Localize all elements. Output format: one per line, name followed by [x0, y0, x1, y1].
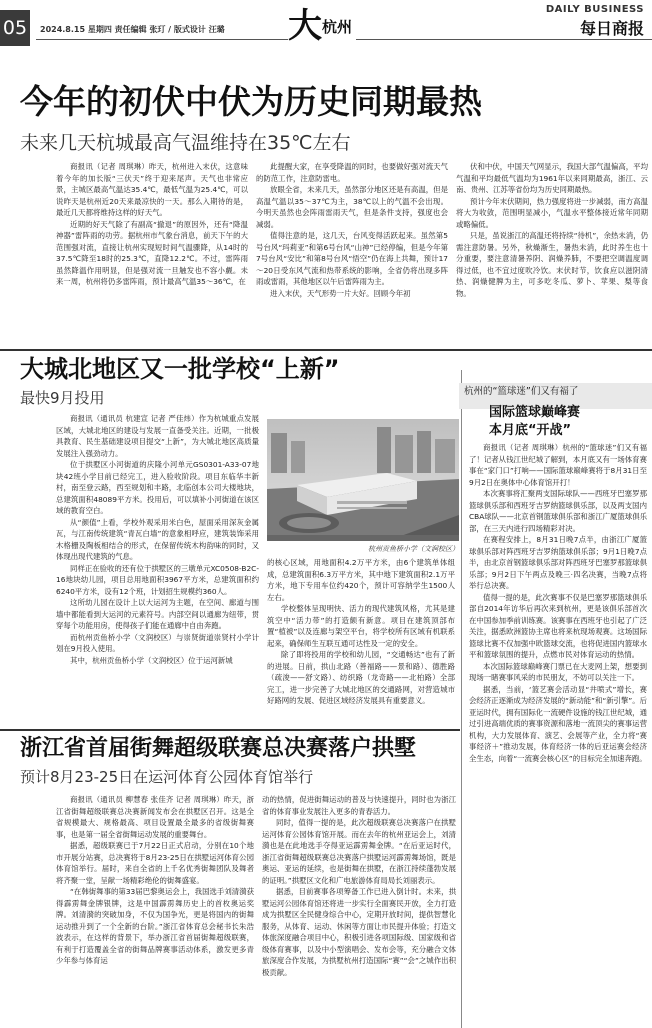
- section-big-char: 大: [288, 6, 322, 46]
- daily-business-label: DAILY BUSINESS: [545, 4, 644, 15]
- paragraph: 只是，虽说浙江的高温还将持续“待机”，余热未消，仍需注意防暑。另外，秋燥渐生，暑热未消，此时养生也十分重要，要注意清暑养阴、润燥养肺，不要把空调温度调得过低，也不宜过度吹冷饮。末伏时节，饮食应以滋阴清热、润燥健脾为主，可多吃冬瓜、萝卜、苹果、梨等食物。: [456, 231, 648, 298]
- header-rule-left: [36, 39, 288, 40]
- paragraph: 在赛程安排上，8月31日晚7点半，由浙江广厦篮球俱乐部对阵西班牙吉罗纳篮球俱乐部；9月1日晚7点半，由北京首钢篮球俱乐部对阵西班牙巴塞罗那篮球俱乐部；9月2日下午两点及晚三·四名决赛，当晚7点将举行总决赛。: [469, 535, 647, 590]
- paragraph: 从“颜值”上看，学校外观采用米白色，屋面采用深灰金属瓦，与江南传统建筑“青瓦白墙”的意象相呼应，建筑装饰采用木格栅及陶板相结合的形式，在保留传统木构韵味的同时，又体现出现代建筑的气息。: [56, 517, 259, 561]
- sidebar-title-line1: 国际篮球巅峰赛: [489, 405, 581, 420]
- article1-col2: [256, 161, 448, 345]
- sidebar-kicker: 杭州的“篮球迷”们又有福了: [464, 386, 579, 397]
- header-rule-right: [356, 39, 652, 40]
- paragraph: 值得一提的是，此次赛事不仅是巴塞罗那篮球俱乐部自2014年访华后再次来到杭州，更是该俱乐部首次在中国参加季前训练赛。该赛事在西班牙也引起了广泛关注，据悉欧洲篮协主席也将来杭现场观赛。这场国际篮球比赛不仅加强中欧篮球交流，也将促进国内篮球水平和篮球氛围的提升，点燃市民对体育运动的热情。: [469, 592, 647, 659]
- paragraph: 除了即将投用的学校和幼儿园，“交通畅达”也有了新的进展。日前，拱山北路（善福路——景和路）、德胜路（疏浚——舒文路）、纺织路（龙奇路——北柏路）全部完工，进一步完善了大城北地区的交通路网，对营造城市好路网的发展、促进区域经济发展具有重要意义。: [267, 650, 455, 705]
- section-divider: [0, 729, 460, 731]
- paragraph: 此提醒大家，在享受降温的同时，也要做好强对流天气的防范工作，注意防雷电。: [256, 162, 448, 183]
- article2-col1: [56, 413, 259, 719]
- paragraph: 同样正在验收的还有位于拱墅区的三墩单元XC0508-B2C-16地块幼儿园，项目总用地面积3967平方米，总建筑面积约6240平方米，设有12个班，计划招生规模约360人。: [56, 563, 259, 596]
- sidebar-divider: [461, 370, 462, 1028]
- article2-col2: [267, 557, 455, 717]
- photo-caption: 杭州贡鱼桥小学（文润校区）: [368, 545, 459, 553]
- paragraph: 放眼全省，未来几天，虽然部分地区还是有高温，但是高温气温以35～37℃为主，38℃以上的气温不会出现。今明天虽然也会阵雨雷雨天气，但是条件支持，强度也会减弱。: [256, 185, 448, 229]
- newspaper-brand: 每日商报: [579, 19, 644, 38]
- article1-col1: [56, 161, 248, 345]
- paragraph: 商报讯（记者 周琪琳）杭州的“篮球迷”们又有福了！记者从钱江世纪城了解到，本月底又有一场体育赛事在“家门口”打响——国际篮球巅峰赛将于8月31日至9月2日在奥体中心体育馆开打！: [469, 443, 647, 487]
- paragraph: 动的热情，促进街舞运动的普及与快速提升，同时也为浙江省的体育事业发展注入更多的青春活力。: [262, 795, 456, 816]
- paragraph: 值得注意的是，这几天，台风变得活跃起来。虽然第5号台风“玛莉亚”和第6号台风“山神”已经停编，但是今年第7号台风“安比”和第8号台风“悟空”仍在海上共舞，预计17～20日受东风气流和热带系统的影响，全省仍将出现多阵雨或雷雨，其他地区以午后雷阵雨为主。: [256, 231, 448, 286]
- paragraph: 预计今年末伏期间，热力强度将进一步减弱，南方高温将大为收敛，范围明显减小，气温水平整体接近常年同期或略偏低。: [456, 196, 648, 229]
- paragraph: 商报讯（记者 周琪琳）昨天，杭州进入末伏，这意味着今年的加长版“三伏天”终于迎来尾声。天气也非常应景，主城区最高气温达35.4℃，最低气温为25.4℃，可以说昨天是杭州近20天来最凉快的一天。那么入期待的是，最近几天都将维持这样的好天气。: [56, 162, 248, 217]
- paragraph: 进入末伏，天气形势一片大好。回顾今年初: [270, 288, 411, 298]
- issue-meta: 2024.8.15 星期四 责任编辑 张玎 / 版式设计 汪璐: [40, 25, 225, 34]
- paragraph: 本次国际篮球巅峰赛门票已在大麦网上架，想要到现场一睹赛事风采的市民朋友，不妨可以关注一下。: [469, 661, 647, 682]
- article1-col3: [456, 161, 648, 345]
- paragraph: 近期的好天气除了有副高“撤退”的原因外，还有“降温神器”雷阵雨的功劳。据杭州市气象台消息，前天下午的大范围强对流，直接让杭州实现短时间气温骤降，从14时的37.5℃降至18时的25.3℃，直降12.2℃。不过，雷阵雨虽然降温作用明显，但是强对流一旦触发也不容小觑。未来一周，杭州将仍多雷阵雨，预计最高气温35～36℃，在: [56, 219, 248, 286]
- article2-subtitle: 最快9月投用: [20, 389, 105, 407]
- paragraph: 商报讯（通讯员 柳慧春 张佳齐 记者 周琪琳）昨天，浙江省街舞超级联赛总决赛新闻发布会在拱墅区召开。这是全省规模最大、规格最高、项目设置最全最多的省级街舞赛事，也是第一届全省街舞运动发展的重要舞台。: [56, 795, 254, 839]
- school-photo-image: [267, 419, 459, 541]
- article3-col2: [262, 794, 456, 1020]
- article3-col1: [56, 794, 254, 1020]
- paragraph: 这所幼儿园在设计上以大运河为主题，在空间、廊道与围墙中都能看到大运河的元素符号。内部空间以通廊为纽带，贯穿每个功能用房，使得孩子们能在通廊中自由奔跑。: [56, 598, 259, 630]
- paragraph: 位于拱墅区小河街道的庆隆小河单元GS0301-A33-07地块42班小学目前已经完工，进入验收阶段。项目东临华丰新村，南至登云路，西至规划和丰路，北临创本公司大楼地块，总建筑面积48089平方米。投用后，可以填补小河街道在该区域的教育空白。: [56, 460, 259, 515]
- paragraph: 而杭州贡鱼桥小学（文润校区）与崇贤街道崇贤村小学计划在9月投入使用。: [56, 632, 259, 653]
- paragraph: 据悉，超级联赛已于7月22日正式启动，分别在10个地市开展分站赛，总决赛将于8月23-25日在拱墅运河体育公园体育馆举行。届时，来自全省的上千名优秀街舞团队及舞者将齐聚一堂，呈献一场精彩绝伦的街舞盛宴。: [56, 841, 254, 885]
- paragraph: 商报讯（通讯员 杭建宣 记者 严佳炜）作为杭城重点发展区域，大城北地区的建设与发展一直备受关注。近期，一批极具教育、民生基础建设项目提交“上新”，为大城北地区高质量发展注入强劲动力。: [56, 414, 259, 458]
- paragraph: 据悉，当前，‘篮艺赛会活动显“井喷式”增长，赛会经济正逐渐成为经济发展的“新动能”和“新引擎”。后亚运时代，拥有国际化一流硬件设施的钱江世纪城，通过引进高端优质的赛事资源和落地一流顶尖的赛事运营机构，大力发展体育、演艺、会展等产业，全力将“赛事经济＋”推动发展，体育经济一体的后亚运赛会经济全生态，向着“一流赛会核心区”的目标完全加速奔跑。: [469, 684, 647, 763]
- paragraph: 伏和中伏，中国天气网显示，我国大部气温偏高，平均气温和平均最低气温均为1961年以来同期最高，浙江、云南、贵州、江苏等省份均为历史同期最热。: [456, 162, 648, 194]
- article2-title: 大城北地区又一批学校“上新”: [20, 355, 340, 383]
- section-divider: [0, 349, 652, 351]
- sidebar-title-line2: 本月底“开战”: [489, 423, 572, 438]
- paragraph: “在韩街舞事的第33届巴黎奥运会上，我国选手刘清漪获得霹雳舞金牌银牌，这是中国霹雳舞历史上的首枚奥运奖牌。刘清漪的突破加身，不仅为国争光，更是将国内的街舞运动推升到了一个全新的台阶。”浙江省体育总会秘书长朱浩波表示，在这样的背景下，举办浙江省首届街舞超级联赛，有利于打造覆盖全省的街舞品牌赛事活动体系，激发更多青少年参与体育运: [56, 887, 254, 965]
- school-photo: [267, 419, 459, 541]
- paragraph: 同时，值得一提的是，此次超级联赛总决赛落户在拱墅运河体育公园体育馆开展。而在去年的杭州亚运会上，刘清漪也是在此地选手夺得亚运霹雳舞金牌。“在后亚运时代，浙江省街舞超级联赛总决赛落户拱墅运河霹雳舞场馆，既是奥运、亚运的延续，也是街舞在拱墅，在浙江持续蓬勃发展的证明。”拱墅区文化和广电旅游体育局局长刘丽表示。: [262, 818, 456, 885]
- article3-title: 浙江省首届街舞超级联赛总决赛落户拱墅: [20, 736, 417, 761]
- paragraph: 本次赛事将汇聚两支国际球队——西班牙巴塞罗那篮球俱乐部和西班牙吉罗纳篮球俱乐部，以及两支国内CBA球队——北京首钢篮球俱乐部和浙江广厦篮球俱乐部，在三天内进行四场精彩对决。: [469, 489, 647, 533]
- article1-subtitle: 未来几天杭城最高气温维持在35℃左右: [20, 132, 351, 154]
- article1-title: 今年的初伏中伏为历史同期最热: [20, 82, 482, 121]
- sidebar-body: [469, 442, 647, 1022]
- article3-subtitle: 预计8月23-25日在运河体育公园体育馆举行: [20, 768, 314, 786]
- paragraph: 据悉，目前赛事各项筹备工作已进入倒计时。未来，拱墅运河公园体育馆还将进一步实行全面赛民开放，全力打造成为拱墅区全民健身综合中心，定期开放时间，提供智慧化服务，从体育、运动、休闲等方面让市民提升体验；打造文体旅深度融合项目中心，积极引进各项国际级、国家级和省级体育赛事，以及中小型演唱会、发布会等，充分融合文体旅深度合作发展，为拱墅杭州打造国际“赛”“会”之城作出积极贡献。: [262, 887, 456, 977]
- paragraph: 的核心区域，用地面积4.2万平方米，由6个建筑单体组成，总建筑面积6.3万平方米，其中地下建筑面积2.1万平方米，地下专用车位约420个，预计可容纳学生1500人左右。: [267, 558, 455, 602]
- paragraph: 学校整体呈现明快、活力的现代建筑风格，尤其是建筑空中“活力带”的打造颇有新意。项目在建筑顶部布置“植被”以及连廊与架空平台，将学校所有区域有机联系起来，确保师生互联互通可达性及一定的安全。: [267, 604, 455, 648]
- page-number: 05: [0, 10, 30, 46]
- section-city: 杭州: [322, 18, 353, 36]
- paragraph: 其中，杭州贡鱼桥小学（文润校区）位于运河新城: [70, 655, 233, 665]
